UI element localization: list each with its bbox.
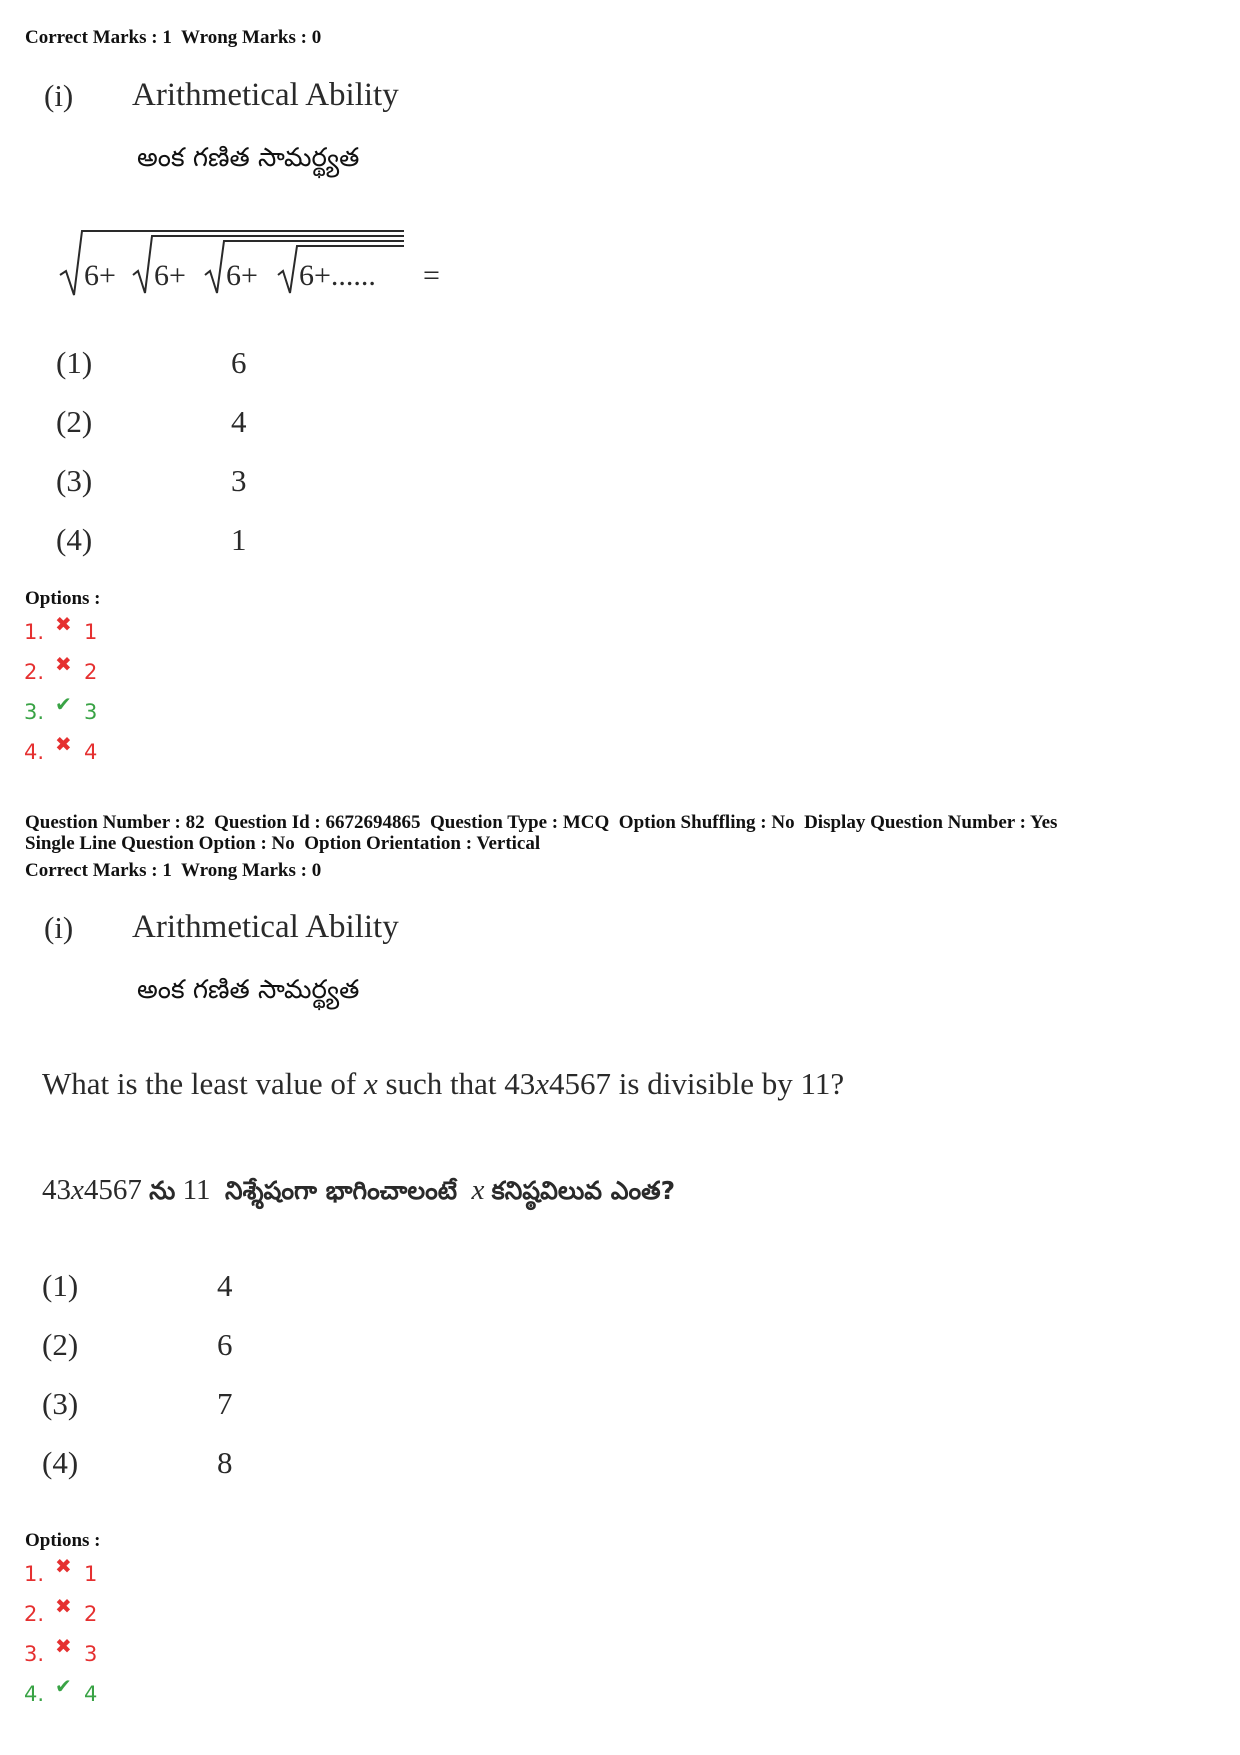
answer-index: 4.: [24, 740, 45, 764]
answer-value: 2: [84, 660, 98, 684]
q82-options-label: Options :: [25, 1530, 101, 1551]
radical-term-1: 6+: [84, 259, 116, 292]
answer-value: 2: [84, 1602, 98, 1626]
choice-value: 8: [217, 1445, 233, 1480]
choice-value: 6: [231, 345, 247, 380]
answer-index: 3.: [24, 700, 45, 724]
choice-number: (2): [42, 1327, 79, 1362]
q82-meta-line-1: Question Number : 82 Question Id : 6672694865 Question Type : MCQ Option Shuffling : No Display Question Number : Yes: [25, 812, 1058, 833]
choice-number: (4): [42, 1445, 79, 1480]
telugu-text: కనిష్ఠవిలువ ఎంత?: [491, 1176, 676, 1205]
answer-value: 3: [84, 700, 98, 724]
radical-signs: [58, 225, 458, 305]
choice-value: 4: [231, 404, 247, 439]
q81-nested-radical-expression: [58, 225, 458, 305]
answer-value: 3: [84, 1642, 98, 1666]
choice-number: (1): [56, 345, 93, 380]
telugu-text: ను: [149, 1176, 176, 1205]
answer-index: 1.: [24, 1562, 45, 1586]
q81-section-title-telugu: అంక గణిత సామర్థ్యత: [137, 143, 360, 173]
q82-question-telugu: [42, 1174, 675, 1212]
variable-x: x: [457, 1174, 492, 1206]
answer-value: 1: [84, 1562, 98, 1586]
answer-value: 4: [84, 740, 98, 764]
cross-icon: ✖: [55, 652, 72, 676]
answer-index: 4.: [24, 1682, 45, 1706]
question-text: such that 43: [377, 1066, 536, 1101]
number-text: 43: [42, 1174, 71, 1206]
q82-section-title: Arithmetical Ability: [132, 909, 399, 945]
answer-index: 2.: [24, 1602, 45, 1626]
cross-icon: ✖: [55, 1554, 72, 1578]
q82-marks: Correct Marks : 1 Wrong Marks : 0: [25, 860, 322, 881]
choice-number: (3): [56, 463, 93, 498]
radical-term-3: 6+: [226, 259, 258, 292]
cross-icon: ✖: [55, 1634, 72, 1658]
q81-section-title: Arithmetical Ability: [132, 77, 399, 113]
answer-value: 4: [84, 1682, 98, 1706]
choice-value: 4: [217, 1268, 233, 1303]
choice-value: 3: [231, 463, 247, 498]
number-text: 4567: [83, 1174, 150, 1206]
answer-index: 3.: [24, 1642, 45, 1666]
q82-section-title-telugu: అంక గణిత సామర్థ్యత: [137, 975, 360, 1005]
answer-index: 1.: [24, 620, 45, 644]
q81-options-label: Options :: [25, 588, 101, 609]
q82-question-english: [42, 1066, 844, 1102]
radical-term-4: 6+......: [299, 259, 376, 292]
q81-marks: Correct Marks : 1 Wrong Marks : 0: [25, 27, 322, 48]
equals-sign: =: [423, 259, 440, 292]
q81-section-number: (i): [44, 78, 74, 113]
choice-value: 1: [231, 522, 247, 557]
answer-value: 1: [84, 620, 98, 644]
q82-meta-line-2: Single Line Question Option : No Option Orientation : Vertical: [25, 833, 541, 854]
cross-icon: ✖: [55, 612, 72, 636]
question-text: What is the least value of: [42, 1066, 364, 1101]
choice-number: (3): [42, 1386, 79, 1421]
choice-value: 6: [217, 1327, 233, 1362]
variable-x: x: [535, 1066, 550, 1101]
q82-section-number: (i): [44, 910, 74, 945]
answer-index: 2.: [24, 660, 45, 684]
variable-x: x: [71, 1174, 84, 1206]
cross-icon: ✖: [55, 732, 72, 756]
variable-x: x: [363, 1066, 378, 1101]
telugu-text: నిశ్శేషంగా భాగించాలంటే: [225, 1176, 458, 1205]
choice-number: (2): [56, 404, 93, 439]
check-icon: ✔: [55, 1674, 72, 1698]
cross-icon: ✖: [55, 1594, 72, 1618]
radical-term-2: 6+: [154, 259, 186, 292]
check-icon: ✔: [55, 692, 72, 716]
choice-value: 7: [217, 1386, 233, 1421]
question-text: 4567 is divisible by 11?: [549, 1066, 845, 1101]
number-text: 11: [175, 1174, 226, 1206]
choice-number: (4): [56, 522, 93, 557]
choice-number: (1): [42, 1268, 79, 1303]
